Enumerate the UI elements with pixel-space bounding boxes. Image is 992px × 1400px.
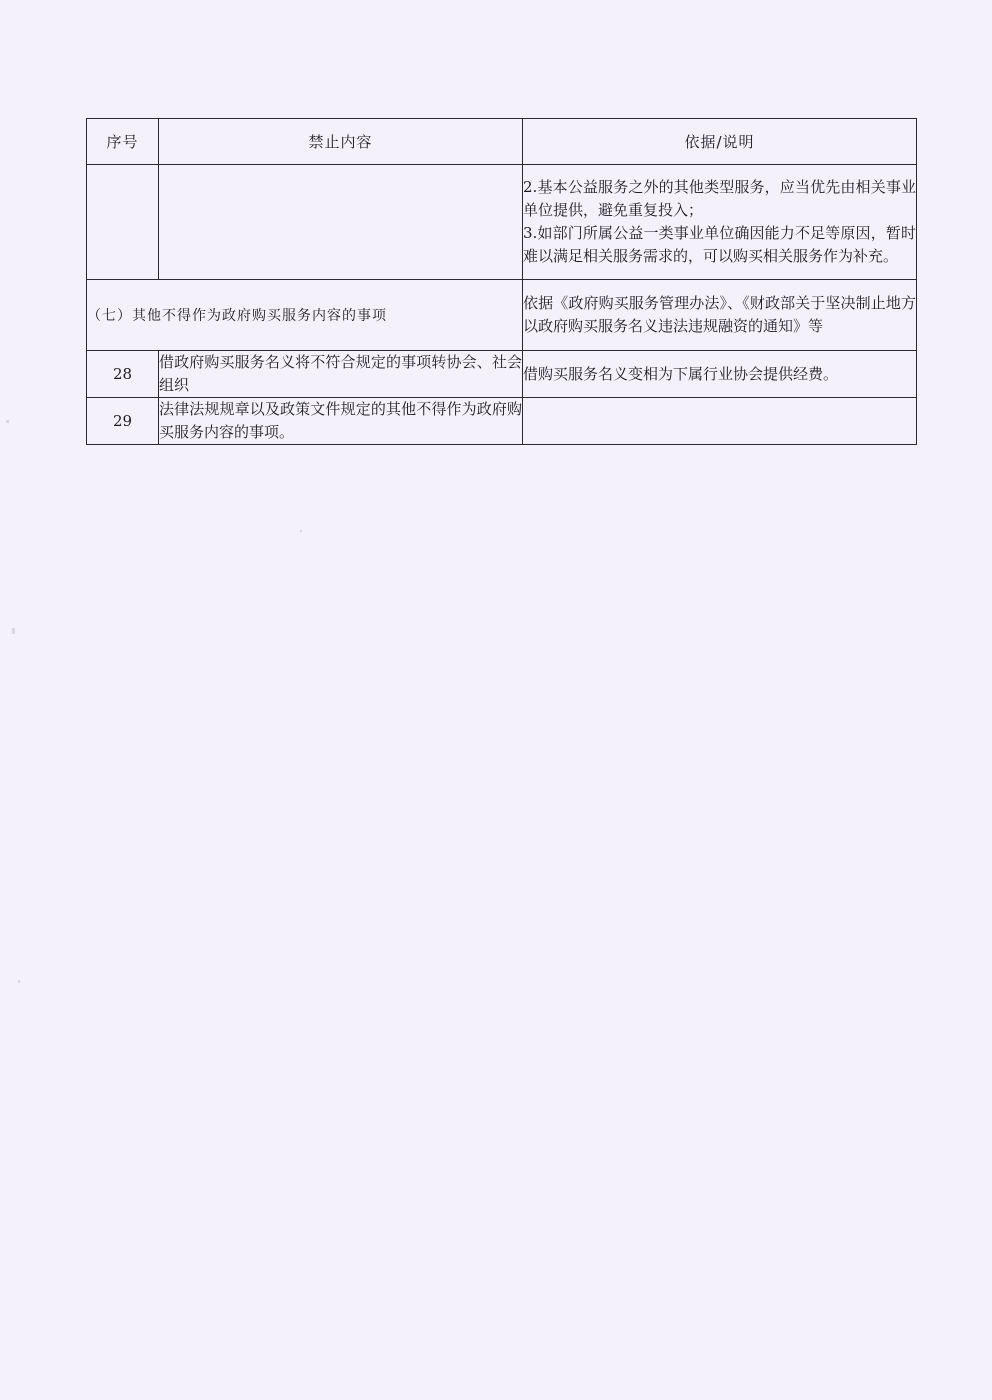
header-content: 禁止内容	[159, 119, 523, 165]
header-basis: 依据/说明	[523, 119, 917, 165]
table-row	[87, 398, 917, 445]
scan-speck	[6, 420, 9, 423]
row-basis-cell	[523, 165, 917, 280]
row-number-cell	[87, 165, 159, 280]
row-number-cell: 28	[87, 351, 159, 398]
header-number: 序号	[87, 119, 159, 165]
section-row	[87, 280, 917, 351]
table-row	[87, 351, 917, 398]
row-basis-cell	[523, 398, 917, 445]
row-content-cell: 借政府购买服务名义将不符合规定的事项转协会、社会组织	[159, 351, 523, 398]
section-basis: 依据《政府购买服务管理办法》、《财政部关于坚决制止地方以政府购买服务名义违法违规融资的通知》等	[523, 280, 917, 351]
row-basis-cell: 借购买服务名义变相为下属行业协会提供经费。	[523, 351, 917, 398]
section-title: （七）其他不得作为政府购买服务内容的事项	[87, 280, 523, 351]
scan-speck	[300, 530, 302, 532]
basis-item-2: 2.基本公益服务之外的其他类型服务，应当优先由相关事业单位提供，避免重复投入；	[523, 178, 916, 219]
row-content-cell: 法律法规规章以及政策文件规定的其他不得作为政府购买服务内容的事项。	[159, 398, 523, 445]
scan-speck	[18, 980, 20, 983]
table-row	[87, 165, 917, 280]
table-header-row	[87, 119, 917, 165]
row-content-cell	[159, 165, 523, 280]
row-number-cell: 29	[87, 398, 159, 445]
basis-item-3: 3.如部门所属公益一类事业单位确因能力不足等原因，暂时难以满足相关服务需求的，可以购买相关服务作为补充。	[523, 224, 916, 265]
prohibited-items-table	[86, 118, 917, 445]
scan-speck	[12, 628, 15, 634]
